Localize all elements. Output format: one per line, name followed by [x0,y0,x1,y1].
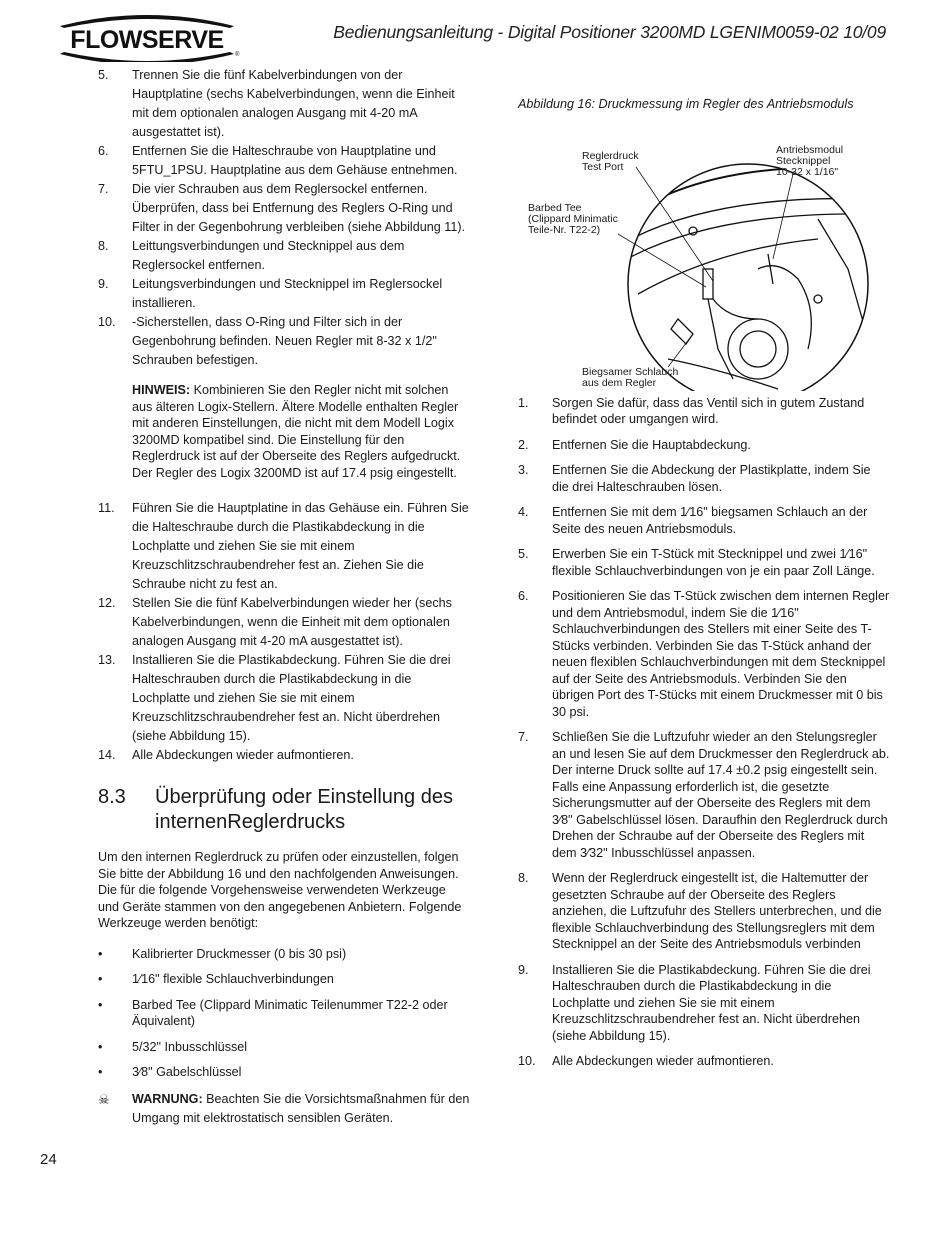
item-text: Entfernen Sie die Abdeckung der Plastikplatte, indem Sie die drei Halteschrauben lösen. [552,463,871,494]
list-item [98,180,470,237]
list-item [518,462,890,495]
list-item [98,594,470,651]
item-number: 5. [518,547,529,561]
note-label: HINWEIS: [132,383,191,397]
section-number: 8.3 [98,786,126,808]
item-text: Stellen Sie die fünf Kabelverbindungen wieder her (sechs Kabelverbindungen, wenn die Einheit mit dem optionalen analogen Ausgang mit 4-20 mA ausgestattet ist). [132,596,452,648]
note-text: Kombinieren Sie den Regler nicht mit solchen aus älteren Logix-Stellern. Ältere Modelle enthalten Regler mit anderen Einstellungen, die nicht mit dem Modell Logix 3200MD kompatibel sind. Die Einstellung für den Reglerdruck ist auf der Oberseite des Reglers aufgedruckt. Der Regler des Logix 3200MD ist auf 17.4 psig eingestellt. [132,383,461,480]
list-item [518,729,890,861]
section-heading [98,785,470,835]
bullet-text: 1⁄16" flexible Schlauchverbindungen [132,972,334,986]
list-item [98,313,470,370]
item-number: 8. [518,871,529,885]
item-number: 9. [98,277,109,291]
list-item [518,1053,890,1070]
bullet-symbol: • [98,972,103,986]
bullet-item [98,997,470,1030]
bullet-item [98,971,470,988]
warning-text: Beachten Sie die Vorsichtsmaßnahmen für den Umgang mit elektrostatisch sensiblen Geräten. [132,1091,470,1125]
item-number: 4. [518,505,529,519]
item-number: 1. [518,395,529,410]
item-number: 10. [98,315,116,329]
item-text: -Sicherstellen, dass O-Ring und Filter sich in der Gegenbohrung befinden. Neuen Regler mit 8-32 x 1/2" Schrauben befestigen. [132,315,437,367]
warning-icon: ☠ [98,1091,110,1107]
item-text: Sorgen Sie dafür, dass das Ventil sich in gutem Zustand befindet oder umgangen wird. [552,395,865,426]
svg-text:®: ® [235,52,240,58]
item-text: Positionieren Sie das T-Stück zwischen dem internen Regler und dem Antriebsmodul, indem Sie die 1⁄16" Schlauchverbindungen des Stellers mit einer Seite des T-Stücks verbinden. Verbinden Sie das T-Stück anhand der neuen flexiblen Schlauchverbindungen mit dem Stecknippel auf der Seite des Antriebsmoduls. Verbinden Sie den übrigen Port des T-Stücks mit einem Druckmesser mit 0 bis 30 psi. [552,589,890,719]
label-regler-port: Reglerdruck Test Port [582,149,639,173]
item-number: 10. [518,1054,536,1068]
list-item [518,588,890,720]
bullet-text: Barbed Tee (Clippard Minimatic Teilenummer T22-2 oder Äquivalent) [132,997,448,1028]
right-column [518,96,890,1079]
item-text: Alle Abdeckungen wieder aufmontieren. [552,1054,774,1068]
figure-16 [518,119,890,391]
figure-caption: Abbildung 16: Druckmessung im Regler des Antriebsmoduls [518,97,854,111]
section-intro: Um den internen Reglerdruck zu prüfen oder einzustellen, folgen Sie bitte der Abbildung 16 und den nachfolgenden Anweisungen. Die für die folgende Vorgehensweise verwendeten Werkzeuge und Geräte stammen von den angegebenen Anbietern. Folgende Werkzeuge werden benötigt: [98,850,462,930]
left-column [98,66,470,1128]
list-item [98,651,470,746]
item-number: 11. [98,501,115,515]
item-text: Installieren Sie die Plastikabdeckung. Führen Sie die drei Halteschrauben durch die Plastikabdeckung in die Lochplatte und ziehen Sie sie mit einem Kreuzschlitzschraubendreher fest an. Nicht überdrehen (siehe Abbildung 15). [132,653,451,743]
item-number: 9. [518,962,529,977]
label-barbed-tee: Barbed Tee (Clippard Minimatic Teile-Nr. T22-2) [528,201,618,236]
bullet-text: 3⁄8" Gabelschlüssel [132,1065,242,1079]
list-item [518,395,890,428]
steps-list-b [98,499,470,765]
item-text: Die vier Schrauben aus dem Reglersockel entfernen. Überprüfen, dass bei Entfernung des Reglers O-Ring und Filter in der Gegenbohrung verbleiben (siehe Abbildung 11). [132,182,466,234]
list-item [98,499,470,594]
list-item [98,66,470,142]
bullet-symbol: • [98,946,103,961]
bullet-symbol: • [98,997,103,1012]
label-antriebsmodul: Antriebsmodul Stecknippel 10-32 x 1/16" [776,143,844,178]
note-block [132,382,470,481]
list-item [518,504,890,537]
item-number: 6. [518,589,529,603]
item-number: 7. [518,730,529,744]
list-item [518,546,890,579]
item-number: 6. [98,144,109,158]
list-item [518,962,890,1045]
item-number: 2. [518,437,529,452]
warning-block [98,1090,470,1128]
item-text: Führen Sie die Hauptplatine in das Gehäuse ein. Führen Sie die Halteschraube durch die Plastikabdeckung in die Lochplatte und ziehen Sie sie mit einem Kreuzschlitzschraubendreher fest an. Ziehen Sie die Schraube nicht zu fest an. [132,501,469,591]
item-number: 7. [98,182,109,196]
bullet-symbol: • [98,1065,103,1079]
item-text: Trennen Sie die fünf Kabelverbindungen von der Hauptplatine (sechs Kabelverbindungen, wenn die Einheit mit dem optionalen analogen Ausgang mit 4-20 mA ausgestattet ist). [132,68,455,139]
item-text: Entfernen Sie mit dem 1⁄16" biegsamen Schlauch an der Seite des neuen Antriebsmoduls. [552,505,868,536]
item-text: Installieren Sie die Plastikabdeckung. Führen Sie die drei Halteschrauben durch die Plastikabdeckung in die Lochplatte und ziehen Sie sie mit einem Kreuzschlitzschraubendreher fest an. Nicht überdrehen (siehe Abbildung 15). [552,962,871,1043]
item-text: Leitungsverbindungen und Stecknippel im Reglersockel installieren. [132,277,443,310]
bullet-item [98,1039,470,1056]
item-number: 13. [98,653,116,667]
label-biegsamer-schlauch: Biegsamer Schlauch aus dem Regler [582,365,679,389]
item-text: Alle Abdeckungen wieder aufmontieren. [132,748,354,762]
item-text: Erwerben Sie ein T-Stück mit Stecknippel und zwei 1⁄16" flexible Schlauchverbindungen von je ein paar Zoll Länge. [552,547,875,578]
bullet-item [98,1064,470,1081]
section-title: Überprüfung oder Einstellung des internenReglerdrucks [155,786,453,833]
item-text: Schließen Sie die Luftzufuhr wieder an den Stelungsregler an und lesen Sie auf dem Druckmesser den Reglerdruck ab. Der interne Druck sollte auf 17.4 ±0.2 psig eingestellt sein. Falls eine Anpassung erforderlich ist, die gesetzte Sicherungsmutter auf der Oberseite des Reglers mit dem 3⁄8" Gabelschlüssel lösen. Daraufhin den Reglerdruck durch Drehen der Schraube auf der Oberseite des Reglers mit dem 3⁄32" Inbusschlüssel anpassen. [552,730,890,860]
item-number: 12. [98,596,116,610]
tools-list [98,946,470,1081]
item-number: 14. [98,748,116,762]
item-text: Leittungsverbindungen und Stecknippel aus dem Reglersockel entfernen. [132,239,405,272]
logo-graphic [52,12,242,62]
item-text: Entfernen Sie die Halteschraube von Hauptplatine und 5FTU_1PSU. Hauptplatine aus dem Gehäuse entnehmen. [132,144,458,177]
flowserve-logo [52,12,242,62]
document-title: Bedienungsanleitung - Digital Positioner 3200MD LGENIM0059-02 10/09 [333,22,886,42]
bullet-item [98,946,470,963]
warning-label: WARNUNG: [132,1091,203,1106]
item-number: 3. [518,463,529,477]
item-number: 5. [98,68,109,82]
list-item [98,746,470,765]
item-text: Entfernen Sie die Hauptabdeckung. [552,437,751,452]
list-item [518,870,890,953]
list-item [98,237,470,275]
steps-list-a [98,66,470,370]
steps-list-right [518,395,890,1070]
list-item [98,275,470,313]
logo-wordmark: FLOWSERVE [70,26,224,54]
item-number: 8. [98,239,109,253]
item-text: Wenn der Reglerdruck eingestellt ist, die Haltemutter der gesetzten Schraube auf der Oberseite des Reglers anziehen, die Luftzufuhr des Stellers unterbrechen, und die flexible Schlauchverbindung des Stellungsreglers mit dem Stecknippel an der Seite des Antriebsmoduls verbinden [552,871,882,951]
bullet-symbol: • [98,1039,103,1054]
list-item [518,437,890,454]
bullet-text: 5/32" Inbusschlüssel [132,1039,248,1054]
list-item [98,142,470,180]
page-number: 24 [40,1151,57,1168]
bullet-text: Kalibrierter Druckmesser (0 bis 30 psi) [132,946,347,961]
